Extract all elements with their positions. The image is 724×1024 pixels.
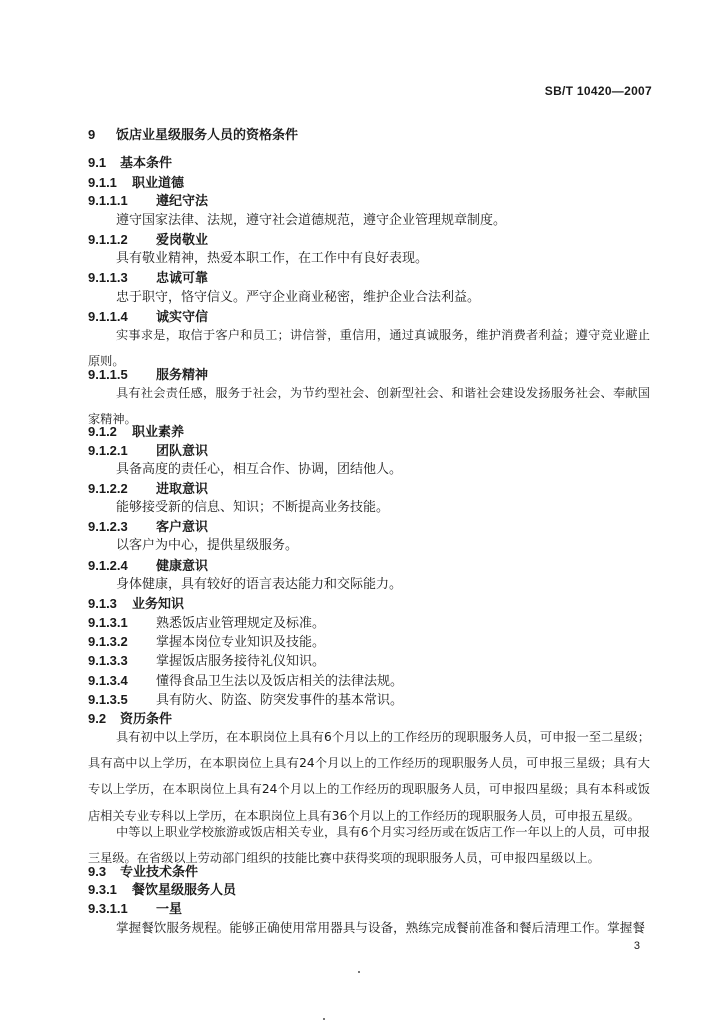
clause-9-2-paragraph-1: 具有初中以上学历，在本职岗位上具有6个月以上的工作经历的现职服务人员，可申报一至二星级；具有高中以上学历，在本职岗位上具有24个月以上的工作经历的现职服务人员，可申报三星级；具有大专以上学历，在本职岗位上具有24个月以上的工作经历的现职服务人员，可申报四星级；具有本科或饭店相关专业专科以上学历，在本职岗位上具有36个月以上的工作经历的现职服务人员，可申报五星级。 — [88, 730, 650, 823]
clause-title: 职业素养 — [132, 425, 185, 440]
clause-title: 健康意识 — [156, 559, 209, 574]
clause-number: 9.1.1.1 — [88, 193, 128, 208]
clause-number: 9.1.1.4 — [88, 309, 128, 324]
clause-number: 9.1.1.5 — [88, 367, 128, 382]
scan-speck — [358, 971, 360, 973]
clause-title: 业务知识 — [132, 597, 185, 612]
clause-9-1-1-1-heading — [88, 190, 650, 212]
clause-text: 熟悉饭店业管理规定及标准。 — [156, 616, 326, 631]
clause-9-1-1-4-text: 实事求是，取信于客户和员工；讲信誉，重信用，通过真诚服务，维护消费者利益；遵守竞业避止原则。 — [88, 328, 650, 369]
clause-9-2-paragraph-2: 中等以上职业学校旅游或饭店相关专业，具有6个月实习经历或在饭店工作一年以上的人员，可申报三星级。在省级以上劳动部门组织的技能比赛中获得奖项的现职服务人员，可申报四星级以上。 — [88, 825, 650, 866]
clause-number: 9.1.1.2 — [88, 232, 128, 247]
clause-9-1-3-3 — [88, 650, 650, 672]
clause-number: 9.1.3 — [88, 596, 117, 611]
clause-number: 9.2 — [88, 711, 107, 726]
clause-number: 9.3.1.1 — [88, 901, 128, 916]
clause-number: 9.1.3.4 — [88, 673, 128, 688]
clause-title: 客户意识 — [156, 520, 209, 535]
clause-text: 懂得食品卫生法以及饭店相关的法律法规。 — [156, 674, 404, 689]
clause-text: 掌握本岗位专业知识及技能。 — [156, 635, 326, 650]
section-9-heading — [88, 124, 650, 146]
scan-speck — [323, 1018, 325, 1020]
clause-number: 9.1 — [88, 155, 107, 170]
clause-number: 9.1.1 — [88, 175, 117, 190]
clause-number: 9.1.2.2 — [88, 481, 128, 496]
clause-title: 一星 — [156, 902, 183, 917]
clause-title: 职业道德 — [132, 176, 185, 191]
section-number: 9 — [88, 127, 96, 142]
standard-number: SB/T 10420—2007 — [544, 84, 652, 98]
clause-title: 忠诚可靠 — [156, 271, 209, 286]
clause-text: 掌握饭店服务接待礼仪知识。 — [156, 654, 326, 669]
clause-number: 9.1.3.5 — [88, 692, 128, 707]
clause-9-1-1-2-text: 具有敬业精神，热爱本职工作，在工作中有良好表现。 — [116, 251, 429, 266]
clause-number: 9.1.2 — [88, 424, 117, 439]
clause-9-1-1-5-text: 具有社会责任感，服务于社会，为节约型社会、创新型社会、和谐社会建设发扬服务社会、奉献国家精神。 — [88, 386, 650, 427]
clause-9-1-1-1-text: 遵守国家法律、法规，遵守社会道德规范，遵守企业管理规章制度。 — [116, 213, 507, 228]
clause-title: 资历条件 — [120, 712, 173, 727]
clause-title: 诚实守信 — [156, 310, 209, 325]
clause-9-1-1-3-text: 忠于职守，恪守信义。严守企业商业秘密，维护企业合法利益。 — [116, 290, 481, 305]
page-number: 3 — [633, 940, 640, 952]
clause-title: 爱岗敬业 — [156, 233, 209, 248]
clause-number: 9.1.2.4 — [88, 558, 128, 573]
clause-9-1-heading — [88, 152, 650, 174]
clause-9-3-1-1-text: 掌握餐饮服务规程。能够正确使用常用器具与设备，熟练完成餐前准备和餐后清理工作。掌握餐 — [116, 920, 645, 935]
clause-title: 专业技术条件 — [120, 865, 199, 880]
clause-number: 9.1.3.2 — [88, 634, 128, 649]
clause-number: 9.1.3.3 — [88, 653, 128, 668]
section-title: 饭店业星级服务人员的资格条件 — [116, 128, 299, 143]
clause-title: 餐饮星级服务人员 — [132, 883, 237, 898]
clause-number: 9.3 — [88, 864, 107, 879]
clause-9-1-2-1-text: 具备高度的责任心，相互合作、协调，团结他人。 — [116, 462, 403, 477]
clause-title: 服务精神 — [156, 368, 209, 383]
clause-number: 9.3.1 — [88, 882, 117, 897]
clause-title: 遵纪守法 — [156, 194, 209, 209]
clause-number: 9.1.3.1 — [88, 615, 128, 630]
clause-9-1-2-2-text: 能够接受新的信息、知识；不断提高业务技能。 — [116, 500, 390, 515]
clause-text: 具有防火、防盗、防突发事件的基本常识。 — [156, 693, 404, 708]
clause-9-1-2-3-text: 以客户为中心，提供星级服务。 — [116, 538, 299, 553]
clause-9-1-2-4-text: 身体健康，具有较好的语言表达能力和交际能力。 — [116, 577, 403, 592]
clause-title: 进取意识 — [156, 482, 209, 497]
clause-title: 团队意识 — [156, 444, 209, 459]
clause-number: 9.1.2.3 — [88, 519, 128, 534]
clause-9-1-1-3-heading — [88, 267, 650, 289]
clause-number: 9.1.2.1 — [88, 443, 128, 458]
clause-title: 基本条件 — [120, 156, 173, 171]
clause-number: 9.1.1.3 — [88, 270, 128, 285]
